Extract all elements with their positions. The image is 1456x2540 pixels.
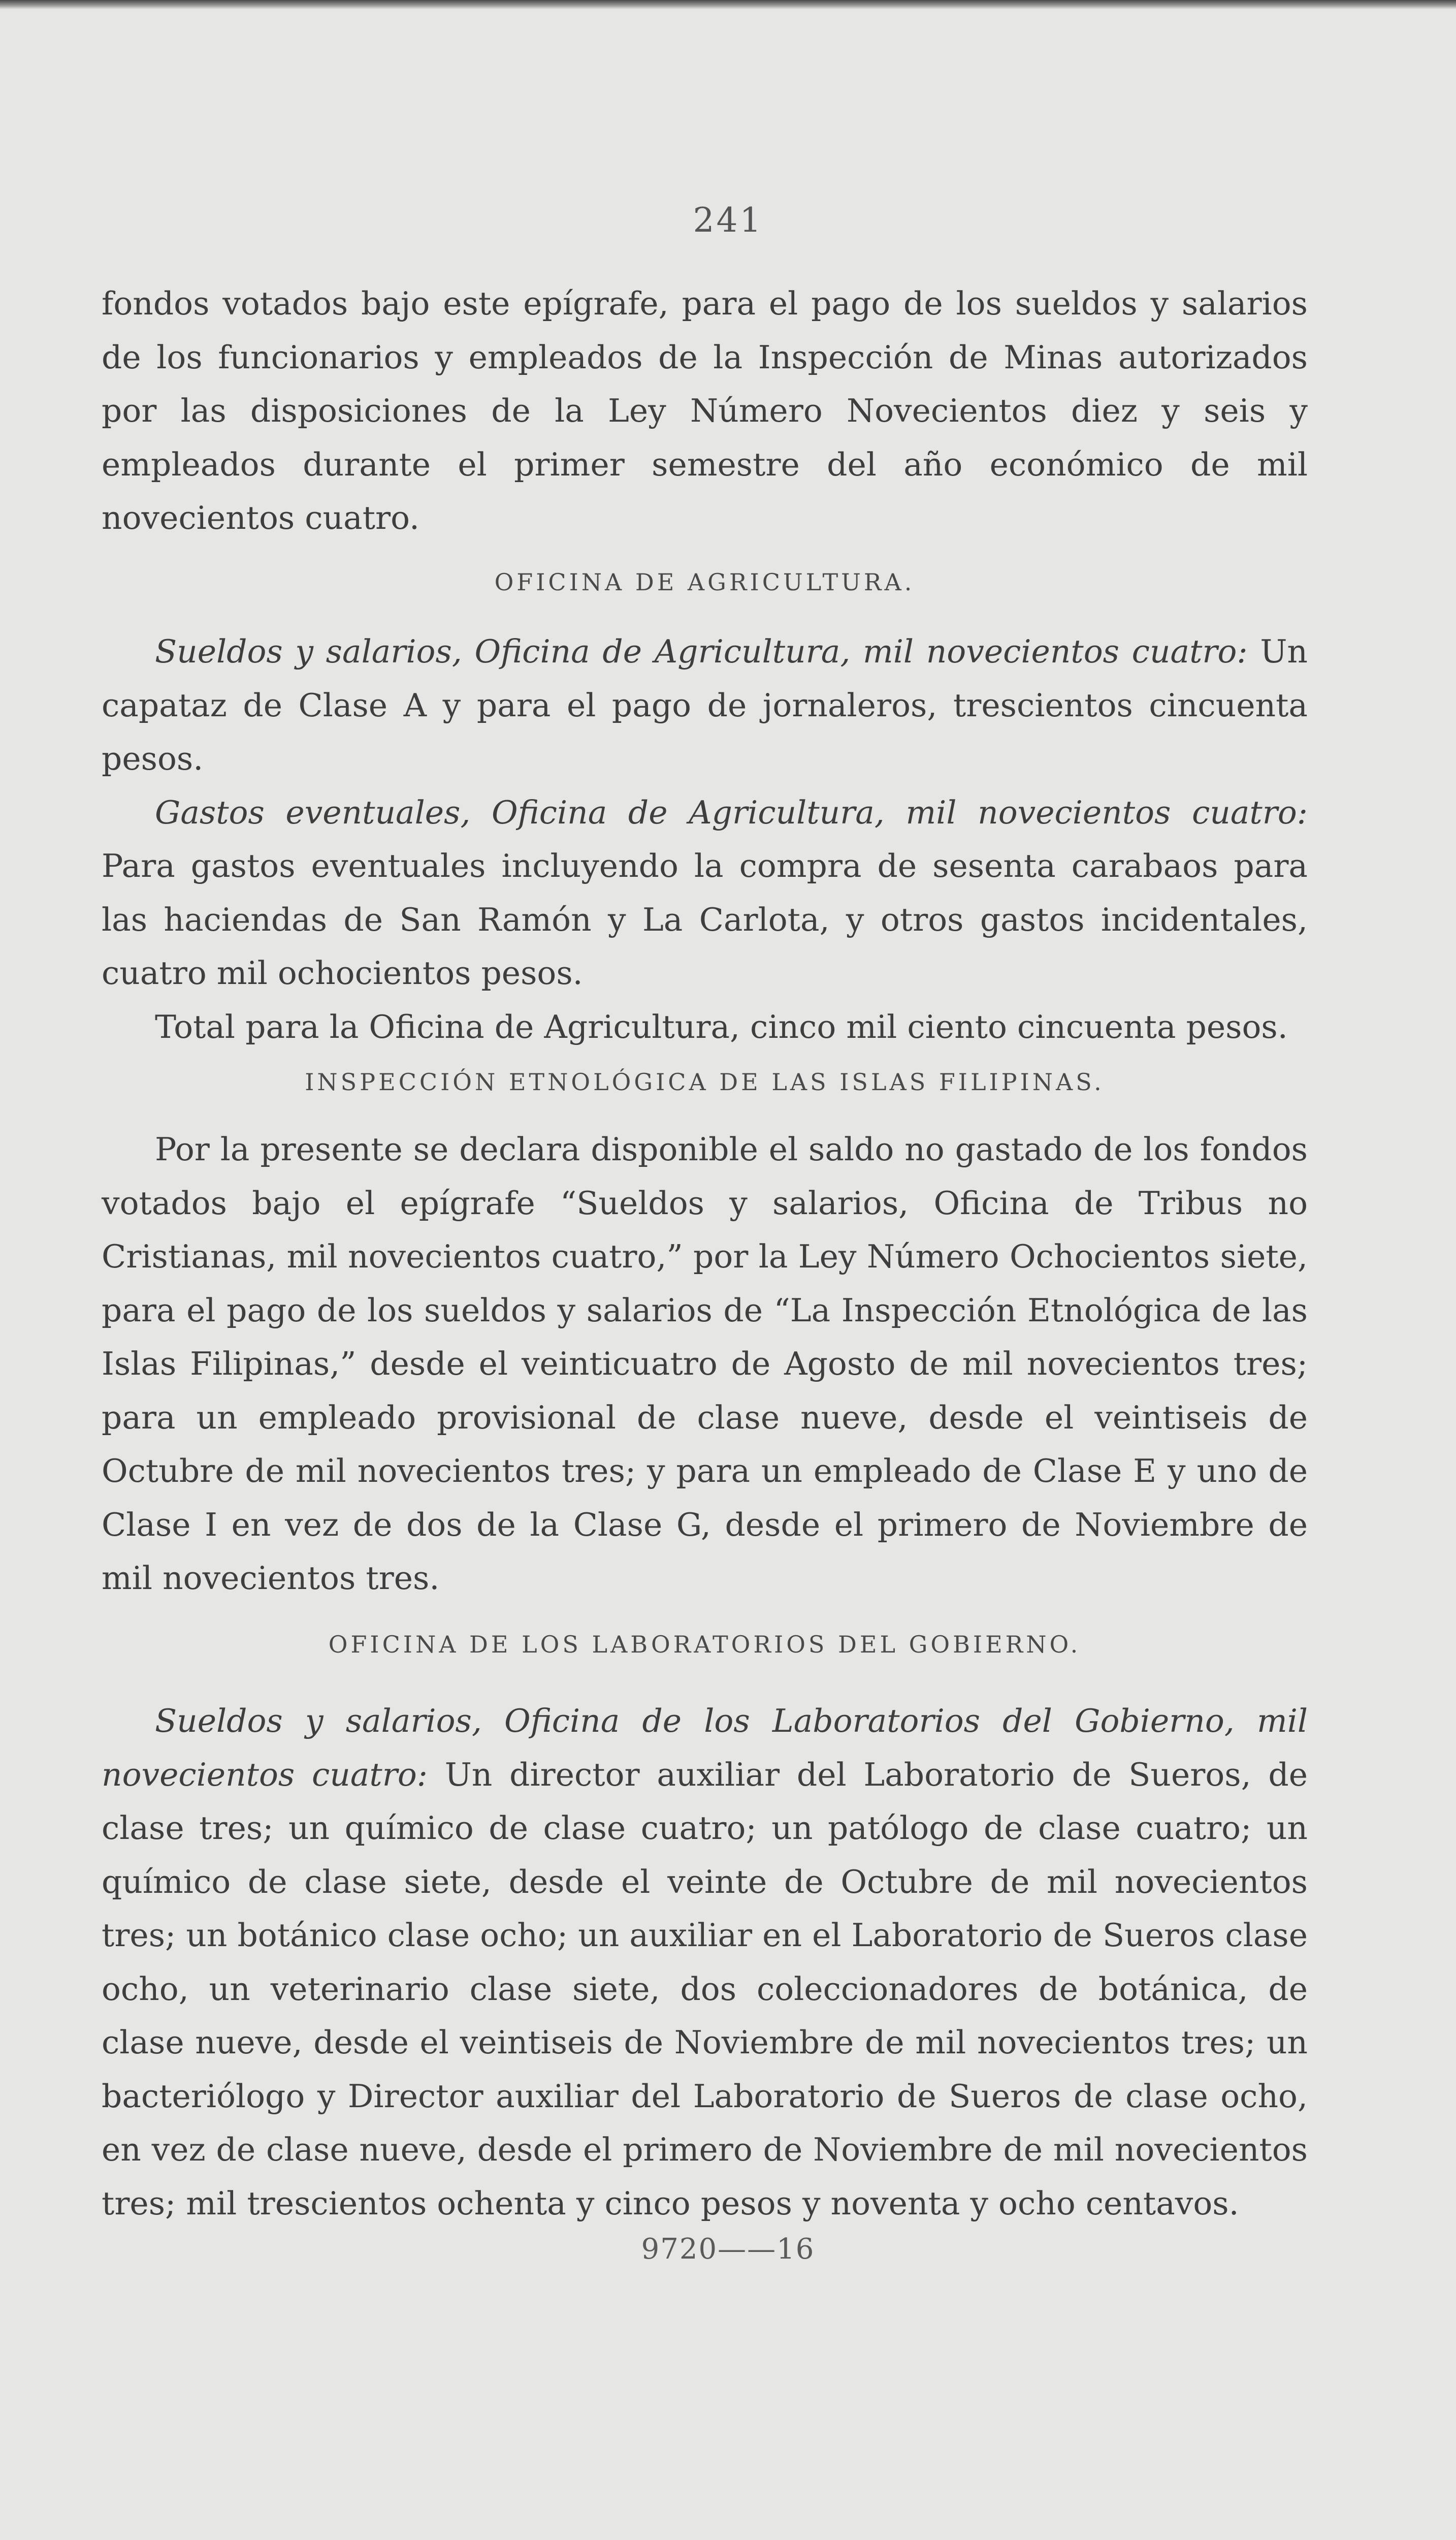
printer-signature: 9720——16	[641, 2233, 815, 2266]
section-heading-agricultura: OFICINA DE AGRICULTURA.	[494, 568, 915, 596]
section-heading-laboratorios: OFICINA DE LOS LABORATORIOS DEL GOBIERNO.	[328, 1631, 1081, 1658]
laboratorios-paragraph	[102, 1694, 1308, 2230]
agricultura-sueldos-paragraph	[102, 625, 1308, 786]
inspeccion-section	[102, 1123, 1308, 1605]
section-heading-inspeccion: INSPECCIÓN ETNOLÓGICA DE LAS ISLAS FILIPINAS.	[305, 1068, 1105, 1096]
laboratorios-heading-block	[102, 1629, 1308, 1660]
agricultura-gastos-paragraph	[102, 786, 1308, 1000]
agricultura-sueldos-label: Sueldos y salarios, Oficina de Agricultura, mil novecientos cuatro:	[155, 633, 1248, 670]
inspeccion-paragraph: Por la presente se declara disponible el saldo no gastado de los fondos votados bajo el epígrafe “Sueldos y salarios, Oficina de Tribus no Cristianas, mil novecientos cuatro,” por la Ley Número Ochocientos siete, para el pago de los sueldos y salarios de “La Inspección Etnológica de las Islas Filipinas,” desde el veinticuatro de Agosto de mil novecientos tres; para un empleado provisional de clase nueve, desde el veintiseis de Octubre de mil novecientos tres; y para un empleado de Clase E y uno de Clase I en vez de dos de la Clase G, desde el primero de Noviembre de mil novecientos tres.	[102, 1131, 1308, 1597]
laboratorios-section	[102, 1694, 1308, 2230]
agricultura-heading-block	[102, 567, 1308, 597]
agricultura-total-paragraph: Total para la Oficina de Agricultura, cinco mil ciento cincuenta pesos.	[155, 1008, 1288, 1045]
page-top-edge	[0, 0, 1456, 9]
laboratorios-text: Un director auxiliar del Laboratorio de Sueros, de clase tres; un químico de clase cuatro; un patólogo de clase cuatro; un químico de clase siete, desde el veinte de Octubre de mil novecientos tres; un botánico clase ocho; un auxiliar en el Laboratorio de Sueros clase ocho, un veterinario clase siete, dos coleccionadores de botánica, de clase nueve, desde el veintiseis de Noviembre de mil novecientos tres; un bacteriólogo y Director auxiliar del Laboratorio de Sueros de clase ocho, en vez de clase nueve, desde el primero de Noviembre de mil novecientos tres; mil trescientos ochenta y cinco pesos y noventa y ocho centavos.	[102, 1756, 1308, 2222]
agricultura-sueldos-text: Un capataz de Clase A y para el pago de jornaleros, trescientos cincuenta pesos.	[102, 633, 1308, 777]
agricultura-gastos-text: Para gastos eventuales incluyendo la compra de sesenta carabaos para las haciendas de San Ramón y La Carlota, y otros gastos incidentales, cuatro mil ochocientos pesos.	[102, 847, 1308, 992]
agricultura-gastos-label: Gastos eventuales, Oficina de Agricultura, mil novecientos cuatro:	[155, 793, 1308, 831]
intro-paragraph-block	[102, 277, 1308, 545]
intro-paragraph: fondos votados bajo este epígrafe, para el pago de los sueldos y salarios de los funcionarios y empleados de la Inspección de Minas autorizados por las disposiciones de la Ley Número Novecientos diez y seis y empleados durante el primer semestre del año económico de mil novecientos cuatro.	[102, 285, 1308, 536]
inspeccion-heading-block	[102, 1067, 1308, 1097]
agricultura-section	[102, 625, 1308, 1054]
page-number: 241	[693, 201, 763, 240]
laboratorios-label: Sueldos y salarios, Oficina de los Laboratorios del Gobierno, mil novecientos cuatro:	[102, 1702, 1308, 1793]
